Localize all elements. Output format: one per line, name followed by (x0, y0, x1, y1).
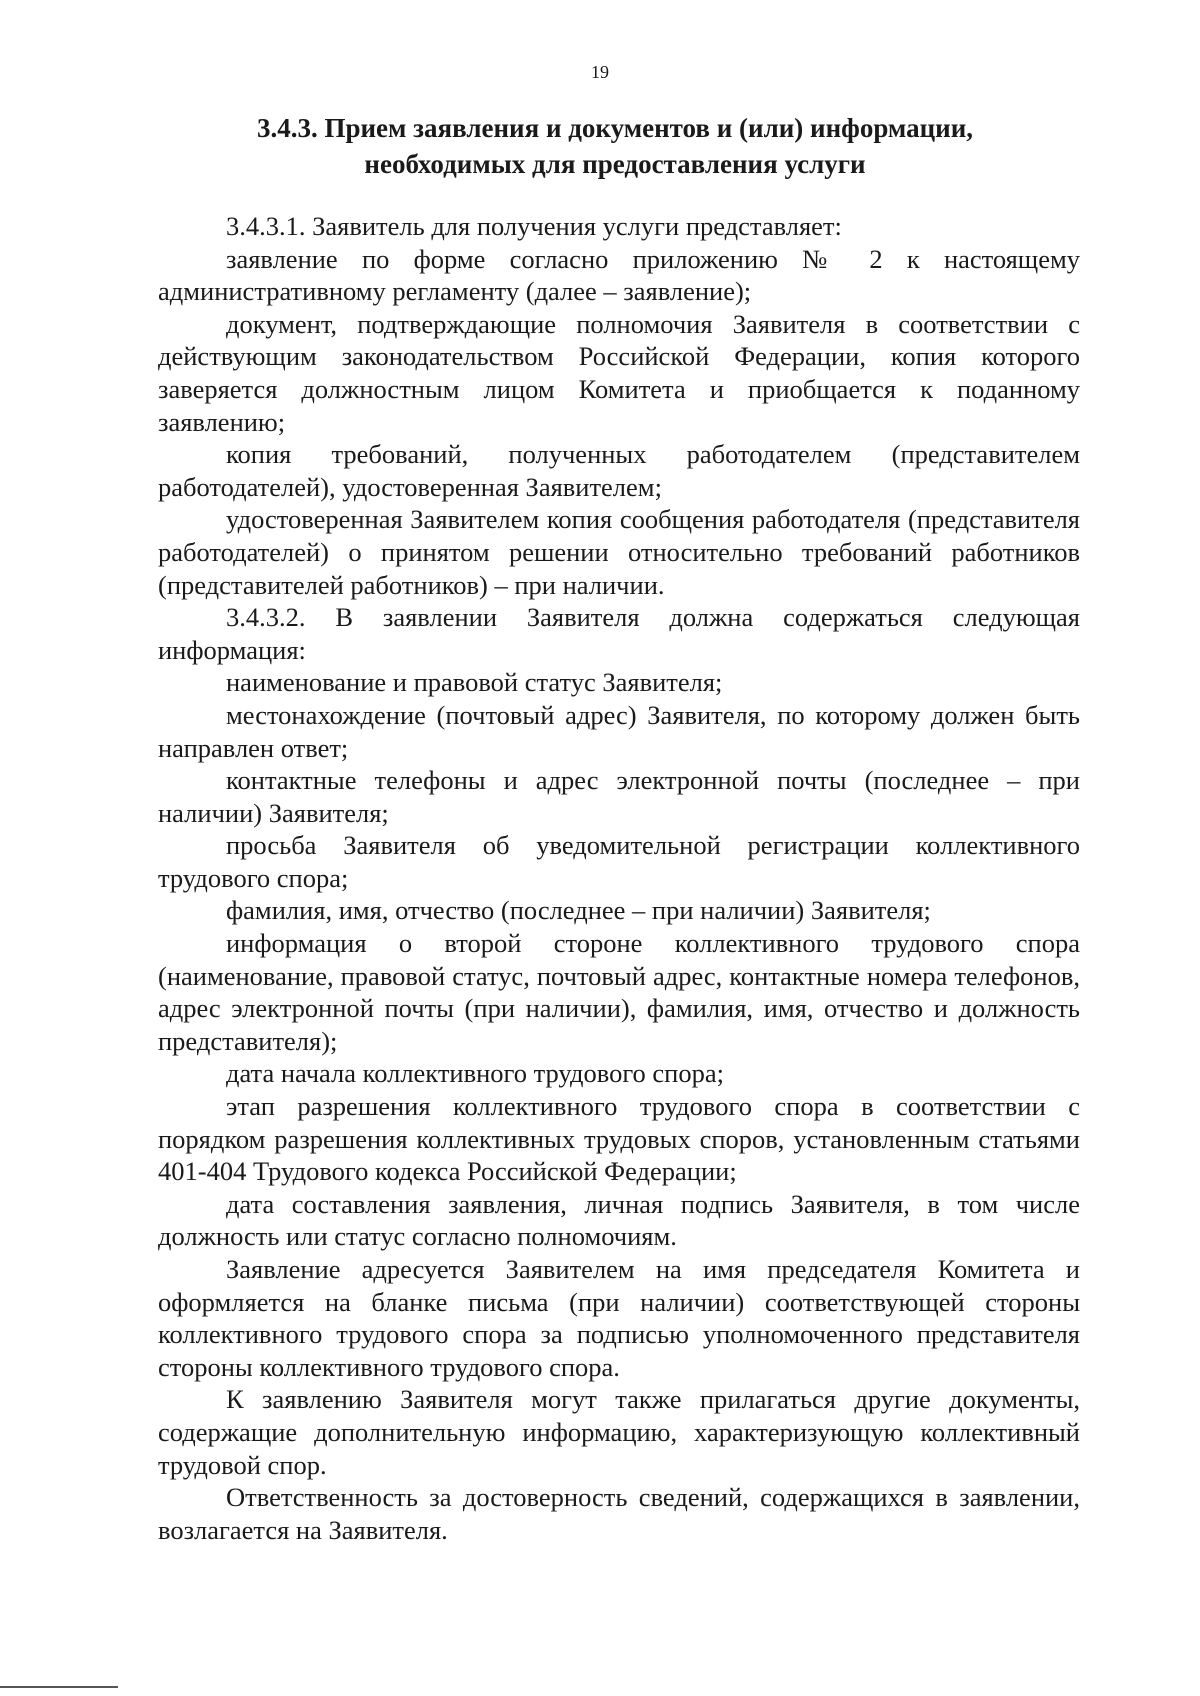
section-heading (150, 110, 1080, 182)
paragraph: 3.4.3.1. Заявитель для получения услуги представляет: (226, 211, 842, 241)
paragraph: просьба Заявителя об уведомительной регистрации коллективного трудового спора; (158, 830, 1080, 893)
section-heading-line-1: 3.4.3. Прием заявления и документов и (или) информации, (256, 113, 974, 143)
section-heading-line-2: необходимых для предоставления услуги (364, 149, 866, 179)
footer-divider (0, 1686, 118, 1688)
paragraph: наименование и правовой статус Заявителя; (226, 667, 723, 698)
paragraph: фамилия, имя, отчество (последнее – при наличии) Заявителя; (226, 895, 931, 926)
paragraph: этап разрешения коллективного трудового спора в соответствии с порядком разрешения коллективных трудовых споров, установленным статьями 401-404 Трудового кодекса Российской Федерации; (158, 1091, 1080, 1187)
paragraph: 3.4.3.2. В заявлении Заявителя должна содержаться следующая информация: (158, 602, 1080, 665)
paragraph: Ответственность за достоверность сведений, содержащихся в заявлении, возлагается на Заявителя. (158, 1482, 1080, 1545)
paragraph: дата начала коллективного трудового спора; (226, 1058, 724, 1089)
paragraph: контактные телефоны и адрес электронной почты (последнее – при наличии) Заявителя; (158, 765, 1080, 828)
paragraph: дата составления заявления, личная подпись Заявителя, в том числе должность или статус согласно полномочиям. (158, 1188, 1080, 1252)
paragraph: копия требований, полученных работодателем (представителем работодателей), удостоверенная Заявителем; (158, 439, 1080, 502)
paragraph: К заявлению Заявителя могут также прилагаться другие документы, содержащие дополнительную информацию, характеризующую коллективный трудовой спор. (158, 1384, 1080, 1480)
paragraph: Заявление адресуется Заявителем на имя председателя Комитета и оформляется на бланке письма (при наличии) соответствующей стороны коллективного трудового спора за подписью уполномоченного представителя стороны коллективного трудового спора. (158, 1254, 1080, 1382)
page-number: 19 (591, 62, 609, 82)
paragraph: документ, подтверждающие полномочия Заявителя в соответствии с действующим законодательством Российской Федерации, копия которого заверяется должностным лицом Комитета и приобщается к поданному заявлению; (158, 308, 1080, 437)
paragraph: заявление по форме согласно приложению № 2 к настоящему административному регламенту (далее – заявление); (158, 243, 1080, 307)
paragraph: удостоверенная Заявителем копия сообщения работодателя (представителя работодателей) о принятом решении относительно требований работников (представителей работников) – при наличии. (158, 504, 1080, 600)
paragraph: местонахождение (почтовый адрес) Заявителя, по которому должен быть направлен ответ; (158, 699, 1080, 763)
document-body (158, 210, 1080, 1546)
paragraph: информация о второй стороне коллективного трудового спора (наименование, правовой статус, почтовый адрес, контактные номера телефонов, адрес электронной почты (при наличии), фамилия, имя, отчество и должность представителя); (158, 928, 1080, 1056)
